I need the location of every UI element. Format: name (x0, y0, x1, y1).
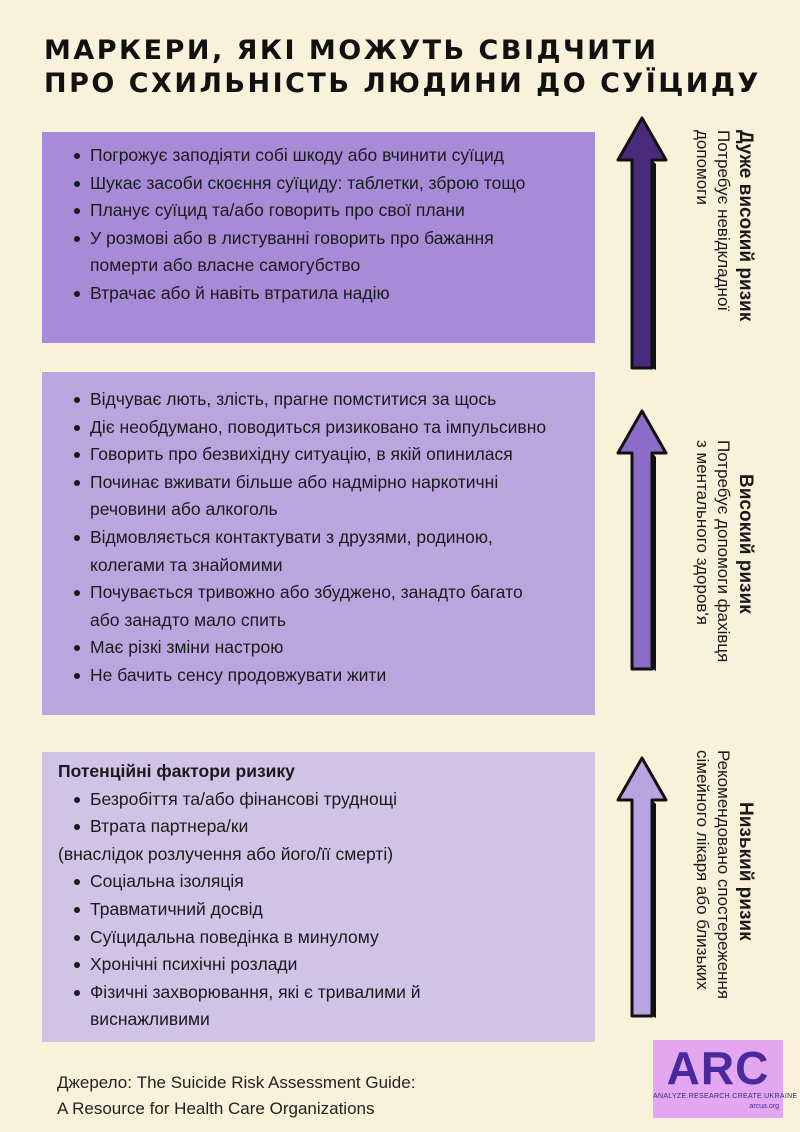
logo-site: arcua.org (749, 1103, 779, 1110)
source-citation (57, 1070, 415, 1122)
low-risk-factors-box (42, 752, 595, 1042)
risk-note: Потребує допомоги фахівця (714, 440, 733, 663)
title-line-2: ПРО СХИЛЬНІСТЬ ЛЮДИНИ ДО СУЇЦИДУ (44, 68, 761, 99)
low-risk-label (692, 750, 757, 1040)
very-high-risk-label (692, 130, 757, 380)
arc-logo (653, 1040, 798, 1118)
risk-note: Потребує невідкладної (714, 130, 733, 312)
low-risk-list (58, 868, 595, 1034)
low-risk-arrow-icon (612, 752, 672, 1022)
list-item: Фізичні захворювання, які є тривалими й виснажливими (74, 979, 595, 1034)
risk-level-name: Високий ризик (735, 474, 756, 614)
list-item: Соціальна ізоляція (74, 868, 595, 896)
list-item: Шукає засоби скоєння суїциду: таблетки, зброю тощо (74, 170, 595, 198)
very-high-risk-arrow-icon (612, 112, 672, 372)
list-item: Не бачить сенсу продовжувати жити (74, 662, 595, 690)
very-high-risk-list (74, 142, 595, 308)
list-item: Травматичний досвід (74, 896, 595, 924)
list-item: Безробіття та/або фінансові труднощі (74, 786, 595, 814)
risk-level-name: Дуже високий ризик (735, 130, 756, 322)
list-item: Діє необдумано, поводиться ризиковано та імпульсивно (74, 414, 595, 442)
risk-note: допомоги (693, 130, 712, 205)
risk-note: Рекомендовано спостереження (714, 750, 733, 1000)
source-line-2: A Resource for Health Care Organizations (57, 1099, 375, 1118)
risk-factors-heading: Потенційні фактори ризику (58, 761, 295, 781)
list-item: Має різкі зміни настрою (74, 634, 595, 662)
low-risk-list-top (58, 786, 595, 841)
list-item: Відмовляється контактувати з друзями, родиною, колегами та знайомими (74, 524, 595, 579)
title-line-1: МАРКЕРИ, ЯКІ МОЖУТЬ СВІДЧИТИ (44, 35, 659, 66)
list-item: Планує суїцид та/або говорить про свої плани (74, 197, 595, 225)
high-risk-list (74, 386, 595, 690)
page-title (44, 34, 764, 100)
logo-text: ARC (666, 1042, 770, 1094)
very-high-risk-markers-box (42, 132, 595, 343)
high-risk-label (692, 440, 757, 685)
list-item: Відчуває лють, злість, прагне помститися за щось (74, 386, 595, 414)
source-line-1: Джерело: The Suicide Risk Assessment Guide: (57, 1073, 416, 1092)
logo-tagline: ANALYZE.RESEARCH.CREATE.UKRAINE (653, 1093, 798, 1100)
list-item: Говорить про безвихідну ситуацію, в якій опинилася (74, 441, 595, 469)
list-item: У розмові або в листуванні говорить про бажання померти або власне самогубство (74, 225, 595, 280)
list-item: Втрачає або й навіть втратила надію (74, 280, 595, 308)
list-item: Хронічні психічні розлади (74, 951, 595, 979)
risk-level-name: Низький ризик (735, 802, 756, 941)
list-item: Починає вживати більше або надмірно наркотичні речовини або алкоголь (74, 469, 595, 524)
risk-note: сімейного лікаря або близьких (693, 750, 712, 990)
high-risk-arrow-icon (612, 405, 672, 675)
high-risk-markers-box (42, 372, 595, 715)
list-item: Суїцидальна поведінка в минулому (74, 924, 595, 952)
risk-note: з ментального здоров'я (693, 440, 712, 625)
list-item: Почувається тривожно або збуджено, занадто багато або занадто мало спить (74, 579, 595, 634)
list-item: Погрожує заподіяти собі шкоду або вчинити суїцид (74, 142, 595, 170)
list-item: Втрата партнера/ки (74, 813, 595, 841)
list-item-note: (внаслідок розлучення або його/її смерті) (58, 843, 394, 864)
